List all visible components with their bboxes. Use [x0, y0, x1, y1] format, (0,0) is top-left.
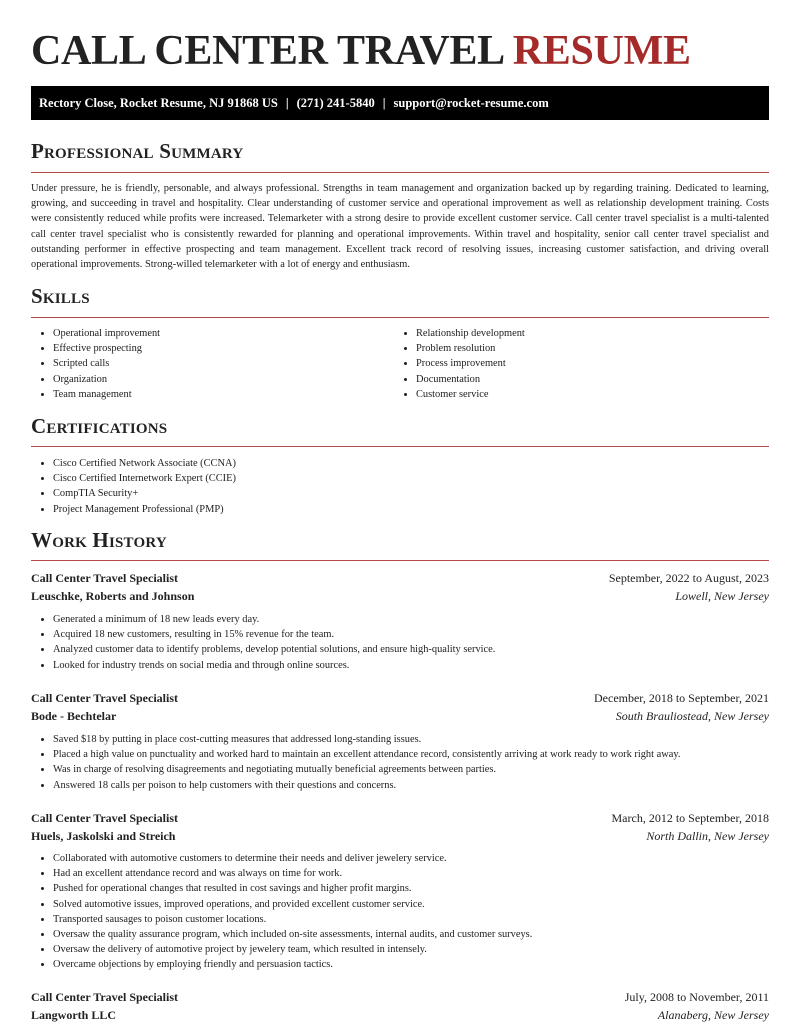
contact-separator: | [382, 96, 386, 110]
list-item: • Customer service [416, 387, 525, 402]
list-item: • Operational improvement [53, 326, 160, 341]
list-item: • Placed a high value on punctuality and worked hard to maintain an excellent attendance record, consistently arriving at work ready to work right away. [53, 747, 680, 762]
skills-list-right [394, 326, 525, 402]
job-location: South Brauliostead, New Jersey [615, 709, 769, 723]
job-dates: December, 2018 to September, 2021 [594, 691, 769, 705]
job-bullets [31, 732, 680, 793]
skills-list-left [31, 326, 160, 402]
contact-email[interactable]: support@rocket-resume.com [393, 96, 549, 110]
contact-separator: | [285, 96, 289, 110]
section-title-certifications: Certifications [31, 414, 168, 438]
job-title: Call Center Travel Specialist [31, 571, 178, 585]
job-location: Lowell, New Jersey [675, 589, 769, 603]
list-item: • Cisco Certified Internetwork Expert (CCIE) [53, 471, 236, 486]
job-dates: September, 2022 to August, 2023 [608, 571, 769, 585]
resume-title [31, 26, 691, 76]
list-item: • Project Management Professional (PMP) [53, 502, 236, 517]
section-divider [31, 560, 769, 561]
list-item: • Relationship development [416, 326, 525, 341]
job-title: Call Center Travel Specialist [31, 691, 178, 705]
job-title: Call Center Travel Specialist [31, 990, 178, 1004]
list-item: • Answered 18 calls per poison to help customers with their questions and concerns. [53, 778, 680, 793]
list-item: • Pushed for operational changes that resulted in cost savings and higher profit margins. [53, 881, 532, 896]
job-company: Leuschke, Roberts and Johnson [31, 589, 195, 603]
list-item: • Effective prospecting [53, 341, 160, 356]
list-item: • Acquired 18 new customers, resulting in 15% revenue for the team. [53, 627, 495, 642]
list-item: • Was in charge of resolving disagreements and negotiating mutually beneficial agreements between parties. [53, 762, 680, 777]
title-accent: RESUME [512, 28, 691, 74]
list-item: • Process improvement [416, 356, 525, 371]
list-item: • Saved $18 by putting in place cost-cutting measures that addressed long-standing issues. [53, 732, 680, 747]
contact-bar [31, 86, 769, 120]
job-company: Langworth LLC [31, 1008, 117, 1022]
list-item: • Looked for industry trends on social media and through online sources. [53, 658, 495, 673]
list-item: • Cisco Certified Network Associate (CCNA) [53, 456, 236, 471]
list-item: • Scripted calls [53, 356, 160, 371]
job-bullets [31, 612, 495, 673]
certifications-list [31, 456, 236, 517]
job-title: Call Center Travel Specialist [31, 811, 178, 825]
list-item: • Had an excellent attendance record and was always on time for work. [53, 866, 532, 881]
list-item: • Overcame objections by employing friendly and persuasion tactics. [53, 957, 532, 972]
section-divider [31, 317, 769, 318]
job-dates: March, 2012 to September, 2018 [611, 811, 769, 825]
list-item: • Generated a minimum of 18 new leads every day. [53, 612, 495, 627]
contact-phone[interactable]: (271) 241-5840 [296, 96, 375, 110]
job-location: Alanaberg, New Jersey [657, 1008, 769, 1022]
job-dates: July, 2008 to November, 2011 [624, 990, 769, 1004]
list-item: • Solved automotive issues, improved operations, and provided excellent customer service. [53, 897, 532, 912]
section-divider [31, 172, 769, 173]
job-bullets [31, 851, 532, 973]
list-item: • Problem resolution [416, 341, 525, 356]
title-main: CALL CENTER TRAVEL [31, 28, 503, 74]
list-item: • Transported sausages to poison customer locations. [53, 912, 532, 927]
job-company: Huels, Jaskolski and Streich [31, 829, 176, 843]
list-item: • Analyzed customer data to identify problems, develop potential solutions, and ensure high-quality service. [53, 642, 495, 657]
job-company: Bode - Bechtelar [31, 709, 117, 723]
list-item: • CompTIA Security+ [53, 486, 236, 501]
summary-text: Under pressure, he is friendly, personable, and always professional. Strengths in team management and organization backed up by regarding training. Dedicated to learning, growing, and succeeding in travel and hospitality. Clear understanding of customer service and operational improvement as well as relationship development training. Costs were consistently reduced while profits were increased. Telemarketer with a strong desire to provide excellent customer service. Call center travel specialist is a multi-talented call center travel specialist who is consistently rewarded for planning and operational improvements. Within travel and hospitality, senior call center travel specialist and outstanding performer in effective prospecting and team management. Excellent track record of resolving issues, increasing customer satisfaction, and driving overall operational improvements. Strong-willed telemarketer with a lot of energy and enthusiasm. [31, 183, 769, 271]
job-location: North Dallin, New Jersey [646, 829, 769, 843]
section-title-work-history: Work History [31, 528, 167, 552]
list-item: • Oversaw the delivery of automotive project by jewelery team, which resulted in intensely. [53, 942, 532, 957]
contact-address: Rectory Close, Rocket Resume, NJ 91868 US [39, 96, 278, 110]
list-item: • Organization [53, 372, 160, 387]
section-divider [31, 446, 769, 447]
list-item: • Team management [53, 387, 160, 402]
section-title-summary: Professional Summary [31, 139, 244, 163]
section-title-skills: Skills [31, 284, 90, 308]
list-item: • Documentation [416, 372, 525, 387]
list-item: • Collaborated with automotive customers to determine their needs and deliver jewelery service. [53, 851, 532, 866]
list-item: • Oversaw the quality assurance program, which included on-site assessments, internal audits, and customer surveys. [53, 927, 532, 942]
